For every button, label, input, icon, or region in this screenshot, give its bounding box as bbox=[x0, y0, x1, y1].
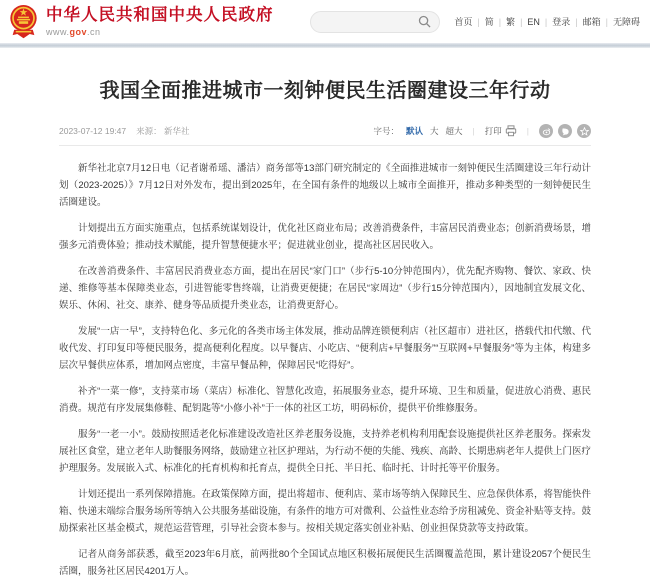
article bbox=[59, 74, 591, 580]
paragraph: 新华社北京7月12日电（记者谢希瑶、潘洁）商务部等13部门研究制定的《全面推进城市一刻钟便民生活圈建设三年行动计划（2023-2025）》7月12日对外发布，提出到2025年，在全国有条件的地级以上城市全面推开，推动多种类型的一刻钟便民生活圈建设。 bbox=[59, 163, 591, 208]
separator: | bbox=[472, 126, 475, 136]
wechat-icon[interactable] bbox=[558, 124, 572, 138]
article-title: 我国全面推进城市一刻钟便民生活圈建设三年行动 bbox=[99, 80, 551, 102]
font-size-label: 字号： bbox=[373, 126, 399, 136]
paragraph: 计划还提出一系列保障措施。在政策保障方面，提出将超市、便利店、菜市场等纳入保障民生、应急保供体系，将智能快件箱、快递末端综合服务场所等纳入公共服务基础设施，有条件的地方可对微利、公益性业态给予房租减免、资金补贴等支持。鼓励探索社区基金模式，规范运营管理，引导社会资本参与。按相关规定落实创业补贴、创业担保贷款等支持政策。 bbox=[59, 489, 592, 534]
paragraph: 发展“一店一早”，支持特色化、多元化的各类市场主体发展，推动品牌连锁便利店（社区超市）进社区，搭载代扣代缴、代收代发、打印复印等便民服务，提高便利化程度。以早餐店、小吃店、“便利店+早餐服务”“互联网+早餐服务”等为主体，构建多层次早餐供应体系，增加网点密度，丰富早餐品种，保障居民“吃得好”。 bbox=[59, 326, 591, 371]
printer-icon bbox=[505, 125, 517, 137]
paragraph: 计划提出五方面实施重点，包括系统谋划设计，优化社区商业布局；改善消费条件，丰富居民消费业态；创新消费场景，增强多元消费体验；推动技术赋能，提升智慧便捷水平；促进就业创业，提高社区居民收入。 bbox=[59, 223, 592, 251]
print-button[interactable]: 打印 bbox=[485, 125, 517, 137]
site-logo[interactable] bbox=[8, 4, 274, 40]
site-url: www.gov.cn bbox=[46, 26, 101, 37]
search-box[interactable] bbox=[310, 11, 440, 33]
article-body bbox=[59, 160, 591, 580]
source: 来源： 新华社 bbox=[136, 126, 190, 136]
nav-traditional[interactable]: | 繁 bbox=[494, 15, 515, 28]
paragraph: 记者从商务部获悉，截至2023年6月底，前两批80个全国试点地区积极拓展便民生活圈覆盖范围，累计建设2057个便民生活圈，服务社区居民4201万人。 bbox=[59, 549, 591, 577]
meta-divider bbox=[59, 145, 591, 146]
search-input[interactable] bbox=[319, 13, 418, 31]
nav-mail[interactable]: | 邮箱 bbox=[570, 15, 600, 28]
font-size-xlarge-button[interactable]: 超大 bbox=[445, 126, 463, 136]
paragraph: 服务“一老一小”。鼓励按照适老化标准建设改造社区养老服务设施，支持养老机构利用配套设施提供社区养老服务。探索发展社区食堂，建立老年人助餐服务网络，鼓励建立社区护理站，为行动不便的失能、残疾、高龄、长期患病老年人提供上门医疗护理服务。发展嵌入式、标准化的托育机构和托育点，提供全日托、半日托、临时托、计时托等平价服务。 bbox=[59, 429, 592, 474]
national-emblem-icon bbox=[8, 4, 39, 40]
share-icons bbox=[539, 124, 591, 138]
article-meta bbox=[59, 124, 591, 138]
favorite-star-icon[interactable] bbox=[577, 124, 591, 138]
paragraph: 在改善消费条件、丰富居民消费业态方面，提出在居民“家门口”（步行5-10分钟范围内），优先配齐购物、餐饮、家政、快递、维修等基本保障类业态，引进智能零售终端，让消费更便捷；在居民“家周边”（步行15分钟范围内），因地制宜发展文化、娱乐、休闲、社交、康养、健身等品质提升类业态，让消费更舒心。 bbox=[59, 266, 591, 311]
paragraph: 补齐“一菜一修”，支持菜市场（菜店）标准化、智慧化改造，拓展服务业态，提升环境、卫生和质量，促进放心消费、惠民消费。规范有序发展集修鞋、配钥匙等“小修小补”于一体的社区工坊，明码标价，提供平价维修服务。 bbox=[59, 386, 591, 414]
nav-english[interactable]: | EN bbox=[515, 17, 540, 27]
site-title: 中华人民共和国中央人民政府 bbox=[46, 6, 274, 25]
nav-simplified[interactable]: | 简 bbox=[472, 15, 493, 28]
header-divider-bar bbox=[0, 43, 650, 48]
weibo-icon[interactable] bbox=[539, 124, 553, 138]
separator: | bbox=[526, 126, 529, 136]
nav-login[interactable]: | 登录 bbox=[540, 15, 570, 28]
font-size-large-button[interactable]: 大 bbox=[430, 126, 439, 136]
site-header bbox=[0, 0, 650, 43]
search-icon[interactable] bbox=[418, 15, 431, 28]
font-size-default-button[interactable]: 默认 bbox=[406, 126, 424, 136]
top-nav bbox=[454, 15, 640, 28]
nav-accessibility[interactable]: | 无障碍 bbox=[601, 15, 640, 28]
publish-date: 2023-07-12 19:47 bbox=[59, 126, 127, 136]
nav-home[interactable]: 首页 bbox=[454, 17, 473, 27]
